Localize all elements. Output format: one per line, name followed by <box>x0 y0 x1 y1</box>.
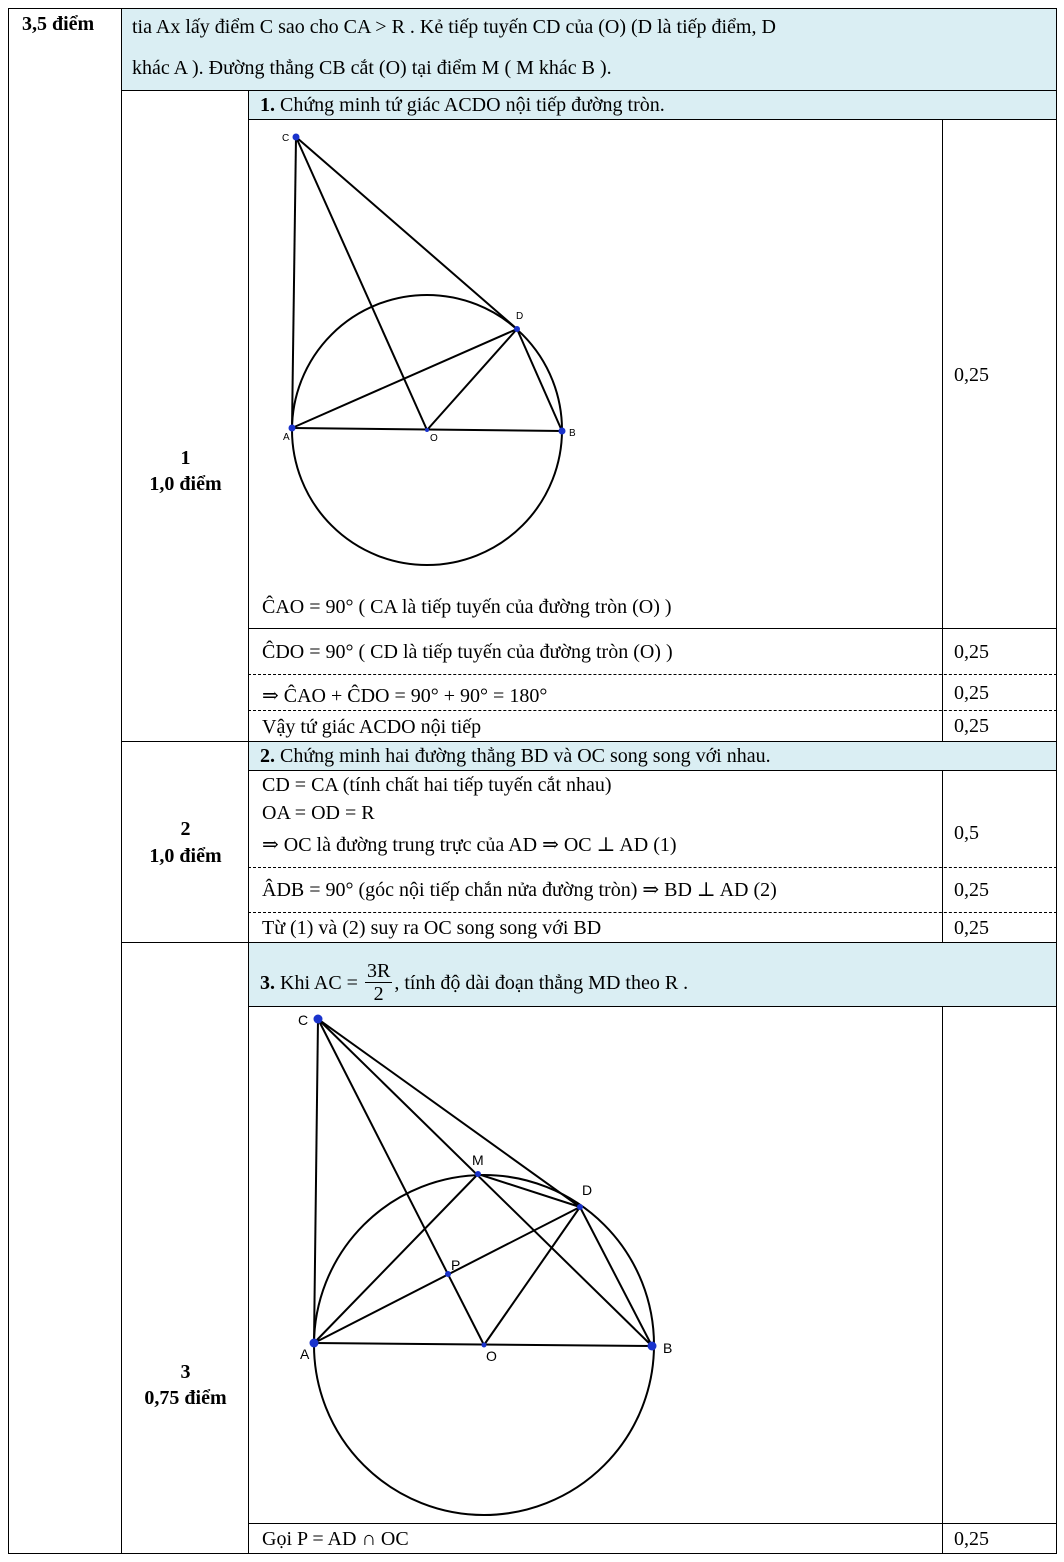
label-a-large: A <box>300 1346 310 1362</box>
label-c: C <box>282 133 290 144</box>
line-after-part2-title <box>248 770 1057 771</box>
part2-row1-line2: OA = OD = R <box>262 802 375 824</box>
part2-row1-line1: CD = CA (tính chất hai tiếp tuyến cắt nhau) <box>262 774 612 796</box>
divider-score-column-3 <box>942 1006 943 1553</box>
part1-row4-score: 0,25 <box>954 715 989 737</box>
part1-row3-text: ⇒ ĈAO + ĈDO = 90° + 90° = 180° <box>262 685 548 707</box>
label-o: O <box>430 433 438 444</box>
fraction-denominator: 2 <box>373 983 384 1005</box>
dash-part1-row3 <box>248 710 1057 711</box>
part2-row1-line3: ⇒ OC là đường trung trực của AD ⇒ OC ⊥ AD (1) <box>262 834 677 856</box>
line-after-part1-title <box>248 119 1057 120</box>
line-before-part2 <box>121 741 1057 742</box>
point-o <box>425 428 429 432</box>
label-d: D <box>516 311 524 322</box>
point-c <box>293 134 300 141</box>
part1-title: 1. Chứng minh tứ giác ACDO nội tiếp đường tròn. <box>260 94 665 116</box>
divider-score-column-1 <box>942 119 943 741</box>
fraction-numerator: 3R <box>366 960 391 982</box>
part1-row2-score: 0,25 <box>954 641 989 663</box>
part2-points: 1,0 điểm <box>149 845 222 867</box>
part1-row1-text: ĈAO = 90° ( CA là tiếp tuyến của đường tròn (O) ) <box>262 596 672 618</box>
part1-row2-text: ĈDO = 90° ( CD là tiếp tuyến của đường tròn (O) ) <box>262 641 673 663</box>
fraction-3r-over-2 <box>365 960 392 1005</box>
part3-row1-score: 0,25 <box>954 1528 989 1550</box>
part2-title: 2. Chứng minh hai đường thẳng BD và OC song song với nhau. <box>260 745 771 767</box>
segment-db <box>517 329 562 431</box>
point-d-large <box>577 1204 583 1210</box>
border-bottom <box>8 1553 1057 1554</box>
segment-ca-large <box>314 1019 318 1343</box>
part2-row2-score: 0,25 <box>954 879 989 901</box>
part1-row4-text: Vậy tứ giác ACDO nội tiếp <box>262 716 482 738</box>
dash-part2-row2 <box>248 912 1057 913</box>
question-text-line-2: khác A ). Đường thẳng CB cắt (O) tại điểm M ( M khác B ). <box>132 57 612 79</box>
label-m: M <box>472 1152 484 1168</box>
point-b <box>559 428 566 435</box>
point-d <box>514 326 520 332</box>
dash-part1-row2 <box>248 674 1057 675</box>
divider-subpart-column <box>248 90 249 1553</box>
part1-figure <box>249 119 943 589</box>
line-after-header <box>121 90 1057 91</box>
total-points-label: 3,5 điểm <box>22 13 95 35</box>
point-m <box>475 1171 481 1177</box>
label-b: B <box>569 428 576 439</box>
segment-cd <box>296 137 517 329</box>
part2-row3-score: 0,25 <box>954 917 989 939</box>
point-b-large <box>648 1342 657 1351</box>
segment-db-large <box>580 1207 652 1346</box>
point-a <box>289 425 296 432</box>
label-o-large: O <box>486 1348 497 1364</box>
part2-number: 2 <box>180 818 191 840</box>
part1-points: 1,0 điểm <box>149 473 222 495</box>
part1-number: 1 <box>180 447 191 469</box>
part2-row2-text: ÂDB = 90° (góc nội tiếp chắn nửa đường tròn) ⇒ BD ⊥ AD (2) <box>262 879 777 901</box>
border-left <box>8 8 9 1553</box>
label-b-large: B <box>663 1340 673 1356</box>
part3-points: 0,75 điểm <box>144 1387 227 1409</box>
part3-row1-text: Gọi P = AD ∩ OC <box>262 1528 409 1550</box>
line-part1-row1 <box>248 628 1057 629</box>
question-text-line-1: tia Ax lấy điểm C sao cho CA > R . Kẻ tiếp tuyến CD của (O) (D là tiếp điểm, D <box>132 16 776 38</box>
label-a: A <box>283 432 290 443</box>
line-before-part3 <box>121 942 1057 943</box>
part1-row3-score: 0,25 <box>954 682 989 704</box>
point-o-large <box>482 1343 487 1348</box>
part2-row3-text: Từ (1) và (2) suy ra OC song song với BD <box>262 917 602 939</box>
point-c-large <box>314 1015 323 1024</box>
segment-ad <box>292 329 517 428</box>
segment-od <box>427 329 517 430</box>
label-p: P <box>451 1257 461 1273</box>
part1-row1-score: 0,25 <box>954 364 989 386</box>
divider-score-column-2 <box>942 770 943 942</box>
divider-points-column <box>121 8 122 1553</box>
part3-figure <box>249 1006 943 1521</box>
part3-title: 3. Khi AC = $\frac{3R}{2}$ , tính độ dài đoạn thẳng MD theo R . <box>260 960 689 1005</box>
line-part3-row1 <box>248 1523 1057 1524</box>
part3-number: 3 <box>180 1361 191 1383</box>
label-d-large: D <box>582 1182 593 1198</box>
border-top <box>8 8 1057 9</box>
line-after-part3-title <box>248 1006 1057 1007</box>
border-right <box>1056 8 1057 1553</box>
segment-co-large <box>318 1019 484 1345</box>
point-a-large <box>310 1339 319 1348</box>
segment-ca <box>292 137 296 428</box>
segment-cb-large <box>318 1019 652 1346</box>
segment-co <box>296 137 427 430</box>
dash-part2-row1 <box>248 867 1057 868</box>
label-c-large: C <box>298 1012 309 1028</box>
part2-row1-score: 0,5 <box>954 822 979 844</box>
